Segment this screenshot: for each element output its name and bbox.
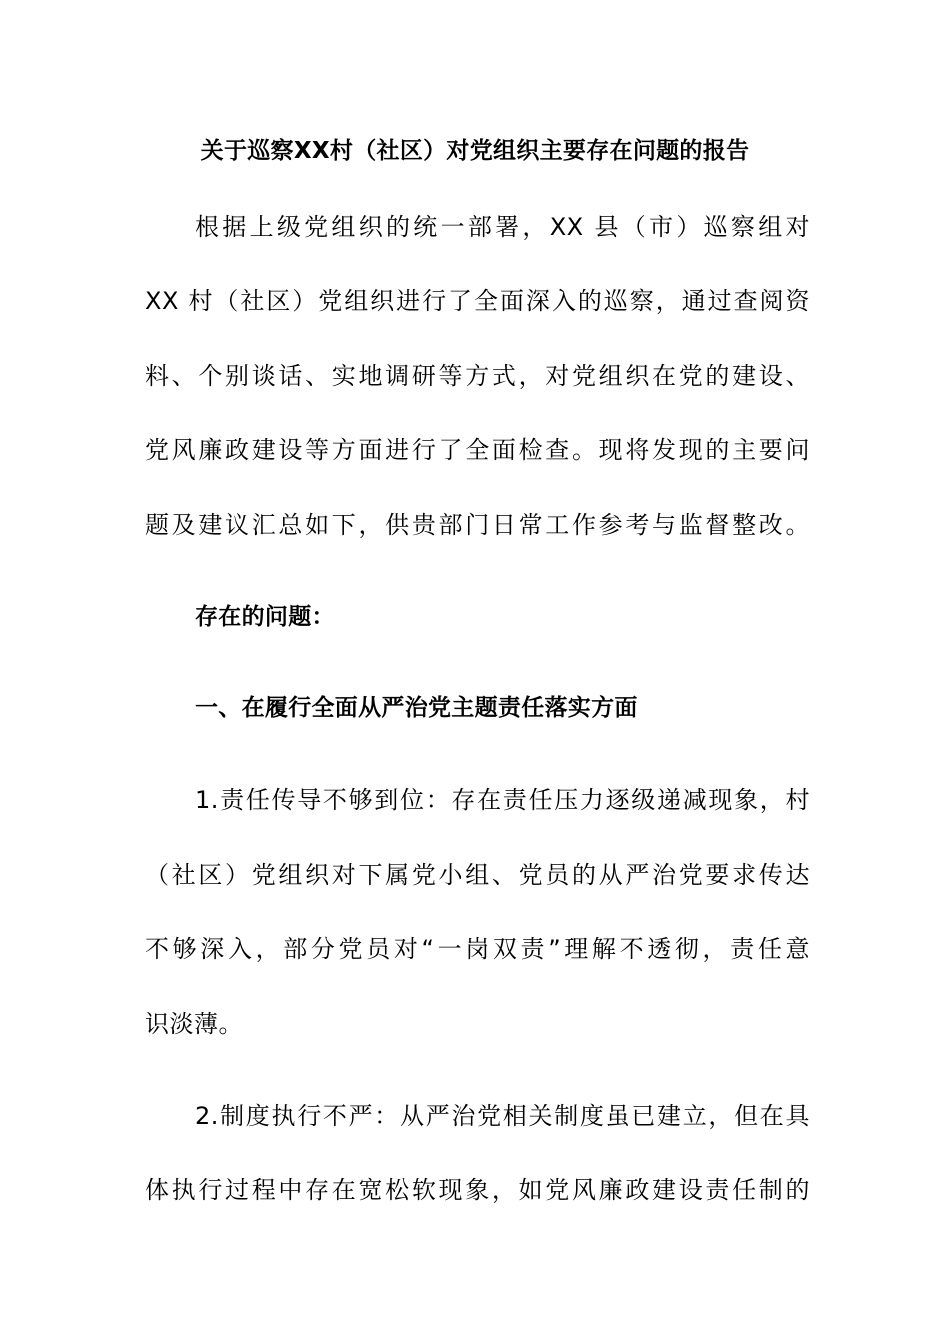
item1-line-4: 识淡薄。 [145, 1010, 243, 1038]
intro-line-5: 题及建议汇总如下，供贵部门日常工作参考与监督整改。 [145, 511, 810, 539]
intro-line-1: 根据上级党组织的统一部署，XX 县（市）巡察组对 [195, 213, 810, 241]
item1-line-1: 1.责任传导不够到位：存在责任压力逐级递减现象，村 [195, 786, 810, 814]
item2-line-1: 2.制度执行不严：从严治党相关制度虽已建立，但在具 [195, 1102, 810, 1130]
document-title: 关于巡察XX村（社区）对党组织主要存在问题的报告 [200, 138, 750, 164]
intro-line-3: 料、个别谈话、实地调研等方式，对党组织在党的建设、 [145, 362, 810, 390]
intro-line-2: XX 村（社区）党组织进行了全面深入的巡察，通过查阅资 [145, 287, 810, 315]
item1-line-2: （社区）党组织对下属党小组、党员的从严治党要求传达 [145, 861, 810, 889]
subsection-heading: 一、在履行全面从严治党主题责任落实方面 [195, 695, 638, 721]
section-heading: 存在的问题： [195, 604, 335, 630]
item2-line-2: 体执行过程中存在宽松软现象，如党风廉政建设责任制的 [145, 1176, 810, 1204]
item1-line-3: 不够深入，部分党员对“一岗双责”理解不透彻，责任意 [145, 935, 810, 963]
intro-line-4: 党风廉政建设等方面进行了全面检查。现将发现的主要问 [145, 436, 810, 464]
